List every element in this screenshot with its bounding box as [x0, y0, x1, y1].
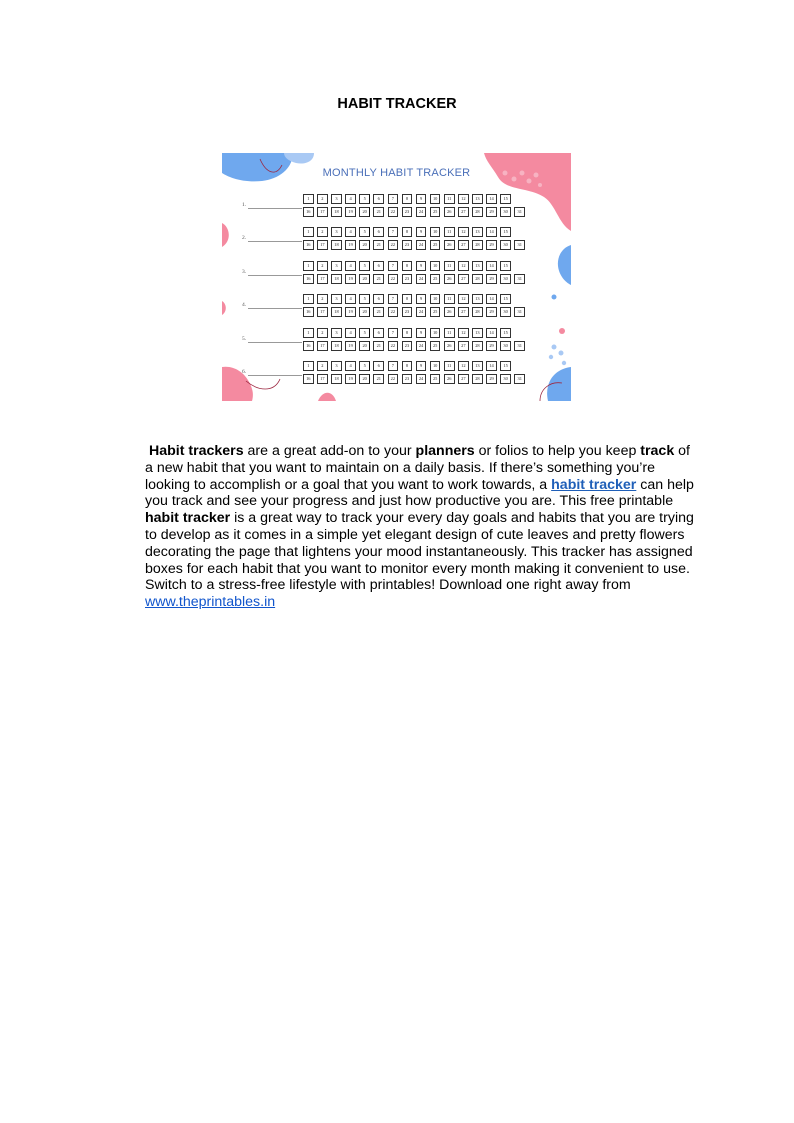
day-box: 7	[388, 328, 399, 338]
day-box: 11	[444, 328, 455, 338]
day-box: 19	[345, 274, 356, 284]
day-box: 20	[359, 240, 370, 250]
day-box: 11	[444, 294, 455, 304]
text: are a great add-on to your	[243, 443, 416, 459]
day-box: 6	[373, 261, 384, 271]
text: is a great way to track your every day goals and habits that you are trying to develop as it comes in a simple yet elegant design of cute leaves and pretty flowers decorating the page that lightens your mood instantaneously. This tracker has assigned boxes for each habit that you want to monitor every month making it convenient to use. Switch to a stress-free lifestyle with printables! Download one right away from	[145, 510, 694, 594]
day-box: 14	[486, 294, 497, 304]
habit-row	[242, 361, 552, 389]
day-box: 17	[317, 274, 328, 284]
day-box: 31	[514, 207, 525, 217]
day-grid	[303, 294, 525, 320]
day-box: 6	[373, 194, 384, 204]
day-row	[303, 274, 525, 284]
text: can help you track and see your progress and just how productive you are. This free printable	[145, 476, 694, 510]
day-box: 21	[373, 240, 384, 250]
day-box: 8	[402, 328, 413, 338]
day-box: 13	[472, 227, 483, 237]
day-box: 18	[331, 274, 342, 284]
day-box: 2	[317, 294, 328, 304]
day-box: 30	[500, 240, 511, 250]
day-box: 9	[416, 227, 427, 237]
habit-name-line	[248, 375, 302, 376]
day-box: 29	[486, 341, 497, 351]
day-box: 22	[388, 240, 399, 250]
day-box: 2	[317, 361, 328, 371]
day-box: 19	[345, 240, 356, 250]
day-box: 12	[458, 261, 469, 271]
day-box: 8	[402, 227, 413, 237]
day-box: 17	[317, 374, 328, 384]
day-box: 13	[472, 328, 483, 338]
day-row	[303, 207, 525, 217]
day-box: 28	[472, 240, 483, 250]
day-row	[303, 374, 525, 384]
day-box: 8	[402, 294, 413, 304]
habit-name-line	[248, 208, 302, 209]
day-box: 11	[444, 194, 455, 204]
habit-row	[242, 261, 552, 289]
day-box: 23	[402, 307, 413, 317]
day-box: 28	[472, 207, 483, 217]
day-box: 12	[458, 361, 469, 371]
day-box: 10	[430, 194, 441, 204]
day-box: 20	[359, 374, 370, 384]
day-box: 2	[317, 194, 328, 204]
day-row	[303, 261, 525, 271]
day-box: 16	[303, 341, 314, 351]
day-grid	[303, 328, 525, 354]
day-box: 12	[458, 194, 469, 204]
day-box: 9	[416, 294, 427, 304]
page-title: HABIT TRACKER	[337, 96, 457, 112]
habit-number: 5.	[242, 336, 247, 342]
day-box: 3	[331, 361, 342, 371]
day-box: 5	[359, 227, 370, 237]
day-box: 13	[472, 261, 483, 271]
day-box: 26	[444, 341, 455, 351]
day-box: 6	[373, 361, 384, 371]
day-row	[303, 341, 525, 351]
day-box: 23	[402, 240, 413, 250]
day-box: 23	[402, 274, 413, 284]
day-box: 26	[444, 274, 455, 284]
text: of a new habit that you want to maintain on a daily basis. If there’s something you’re looking to accomplish or a goal that you want to work towards, a	[145, 443, 690, 493]
day-box: 21	[373, 274, 384, 284]
day-box: 27	[458, 341, 469, 351]
day-box: 18	[331, 207, 342, 217]
day-box: 25	[430, 240, 441, 250]
day-box: 2	[317, 328, 328, 338]
day-box: 11	[444, 261, 455, 271]
day-box: 9	[416, 194, 427, 204]
day-box: 24	[416, 240, 427, 250]
day-box: 19	[345, 307, 356, 317]
day-box: 15	[500, 261, 511, 271]
day-box: 15	[500, 294, 511, 304]
day-box: 19	[345, 341, 356, 351]
habit-number: 4.	[242, 302, 247, 308]
day-box: 20	[359, 307, 370, 317]
day-box: 7	[388, 194, 399, 204]
day-row	[303, 227, 525, 237]
day-box: 25	[430, 207, 441, 217]
day-box: 1	[303, 361, 314, 371]
day-row	[303, 240, 525, 250]
habit-row	[242, 328, 552, 356]
day-box: 28	[472, 274, 483, 284]
day-box: 20	[359, 207, 370, 217]
day-box: 30	[500, 374, 511, 384]
day-box: 16	[303, 207, 314, 217]
day-box: 24	[416, 207, 427, 217]
day-box: 16	[303, 240, 314, 250]
day-box: 20	[359, 341, 370, 351]
text: or folios to help you keep	[474, 443, 641, 459]
day-box: 25	[430, 274, 441, 284]
day-box: 1	[303, 261, 314, 271]
tracker-title: MONTHLY HABIT TRACKER	[322, 167, 471, 179]
day-box: 7	[388, 294, 399, 304]
day-box: 19	[345, 374, 356, 384]
habit-number: 1.	[242, 202, 247, 208]
day-box: 6	[373, 227, 384, 237]
day-box: 7	[388, 261, 399, 271]
day-box: 2	[317, 227, 328, 237]
day-box: 15	[500, 194, 511, 204]
habit-number: 6.	[242, 369, 247, 375]
habit-name-line	[248, 275, 302, 276]
day-box: 4	[345, 294, 356, 304]
day-box: 14	[486, 194, 497, 204]
day-box: 3	[331, 194, 342, 204]
day-box: 14	[486, 261, 497, 271]
day-box: 25	[430, 341, 441, 351]
day-row	[303, 361, 525, 371]
day-box: 14	[486, 361, 497, 371]
habit-number: 3.	[242, 269, 247, 275]
day-box: 9	[416, 328, 427, 338]
day-box: 28	[472, 341, 483, 351]
day-box: 1	[303, 194, 314, 204]
day-box: 5	[359, 294, 370, 304]
printables-website-link[interactable]: www.theprintables.in	[145, 594, 276, 611]
day-grid	[303, 227, 525, 253]
day-box: 2	[317, 261, 328, 271]
day-box: 17	[317, 207, 328, 217]
day-box: 5	[359, 328, 370, 338]
day-box: 1	[303, 227, 314, 237]
day-box: 22	[388, 307, 399, 317]
day-box: 22	[388, 341, 399, 351]
day-box: 21	[373, 307, 384, 317]
day-box: 15	[500, 227, 511, 237]
day-box: 10	[430, 361, 441, 371]
day-box: 26	[444, 207, 455, 217]
habit-name-line	[248, 308, 302, 309]
day-box: 29	[486, 207, 497, 217]
day-box: 11	[444, 361, 455, 371]
day-box: 3	[331, 227, 342, 237]
day-box: 25	[430, 307, 441, 317]
day-box: 10	[430, 328, 441, 338]
day-box: 13	[472, 294, 483, 304]
day-box: 31	[514, 274, 525, 284]
day-box: 17	[317, 307, 328, 317]
day-box: 28	[472, 374, 483, 384]
day-box: 31	[514, 374, 525, 384]
day-box: 21	[373, 207, 384, 217]
day-box: 15	[500, 361, 511, 371]
day-grid	[303, 261, 525, 287]
day-box: 9	[416, 261, 427, 271]
day-box: 12	[458, 227, 469, 237]
day-box: 26	[444, 374, 455, 384]
day-box: 30	[500, 307, 511, 317]
day-box: 16	[303, 374, 314, 384]
day-box: 24	[416, 274, 427, 284]
day-box: 6	[373, 294, 384, 304]
day-row	[303, 328, 525, 338]
day-box: 10	[430, 227, 441, 237]
day-box: 21	[373, 374, 384, 384]
day-box: 14	[486, 227, 497, 237]
day-box: 17	[317, 240, 328, 250]
day-box: 1	[303, 328, 314, 338]
day-box: 27	[458, 274, 469, 284]
day-box: 8	[402, 361, 413, 371]
day-box: 28	[472, 307, 483, 317]
day-box: 3	[331, 328, 342, 338]
day-box: 30	[500, 207, 511, 217]
day-box: 9	[416, 361, 427, 371]
day-box: 5	[359, 261, 370, 271]
day-box: 20	[359, 274, 370, 284]
day-row	[303, 294, 525, 304]
day-box: 5	[359, 194, 370, 204]
day-box: 29	[486, 374, 497, 384]
day-box: 18	[331, 341, 342, 351]
day-box: 1	[303, 294, 314, 304]
day-box: 8	[402, 194, 413, 204]
day-box: 4	[345, 261, 356, 271]
day-box: 26	[444, 240, 455, 250]
day-grid	[303, 361, 525, 387]
day-box: 27	[458, 374, 469, 384]
day-box: 27	[458, 207, 469, 217]
day-box: 29	[486, 240, 497, 250]
day-box: 7	[388, 227, 399, 237]
day-box: 7	[388, 361, 399, 371]
day-box: 31	[514, 307, 525, 317]
day-box: 4	[345, 194, 356, 204]
day-box: 23	[402, 341, 413, 351]
day-box: 30	[500, 274, 511, 284]
day-box: 23	[402, 374, 413, 384]
day-box: 6	[373, 328, 384, 338]
day-box: 3	[331, 294, 342, 304]
day-box: 15	[500, 328, 511, 338]
body-paragraph	[145, 443, 700, 611]
habit-row	[242, 194, 552, 222]
day-box: 5	[359, 361, 370, 371]
habit-name-line	[248, 241, 302, 242]
day-box: 11	[444, 227, 455, 237]
day-box: 16	[303, 274, 314, 284]
day-box: 12	[458, 294, 469, 304]
day-box: 10	[430, 294, 441, 304]
day-box: 24	[416, 341, 427, 351]
day-box: 18	[331, 240, 342, 250]
text-bold: habit tracker	[145, 510, 231, 527]
day-box: 23	[402, 207, 413, 217]
day-box: 24	[416, 374, 427, 384]
day-box: 31	[514, 240, 525, 250]
day-box: 18	[331, 307, 342, 317]
day-box: 18	[331, 374, 342, 384]
day-box: 25	[430, 374, 441, 384]
day-box: 16	[303, 307, 314, 317]
day-box: 22	[388, 207, 399, 217]
day-box: 22	[388, 274, 399, 284]
day-box: 10	[430, 261, 441, 271]
day-box: 19	[345, 207, 356, 217]
habit-tracker-image	[222, 153, 571, 401]
day-row	[303, 194, 525, 204]
day-box: 4	[345, 227, 356, 237]
day-box: 21	[373, 341, 384, 351]
day-box: 13	[472, 194, 483, 204]
text-bold: track	[640, 443, 675, 459]
day-box: 29	[486, 274, 497, 284]
day-box: 26	[444, 307, 455, 317]
day-grid	[303, 194, 525, 220]
day-box: 13	[472, 361, 483, 371]
day-box: 27	[458, 240, 469, 250]
day-box: 14	[486, 328, 497, 338]
day-box: 31	[514, 341, 525, 351]
habit-row	[242, 294, 552, 322]
day-box: 29	[486, 307, 497, 317]
day-box: 27	[458, 307, 469, 317]
day-box: 22	[388, 374, 399, 384]
day-box: 24	[416, 307, 427, 317]
day-box: 8	[402, 261, 413, 271]
text-bold: Habit trackers	[148, 443, 244, 459]
day-box: 30	[500, 341, 511, 351]
day-box: 4	[345, 361, 356, 371]
day-box: 12	[458, 328, 469, 338]
habit-name-line	[248, 342, 302, 343]
day-box: 3	[331, 261, 342, 271]
habit-number: 2.	[242, 235, 247, 241]
day-box: 4	[345, 328, 356, 338]
text-bold: planners	[415, 443, 475, 459]
habit-row	[242, 227, 552, 255]
day-row	[303, 307, 525, 317]
day-box: 17	[317, 341, 328, 351]
habit-tracker-link[interactable]: habit tracker	[551, 476, 637, 493]
